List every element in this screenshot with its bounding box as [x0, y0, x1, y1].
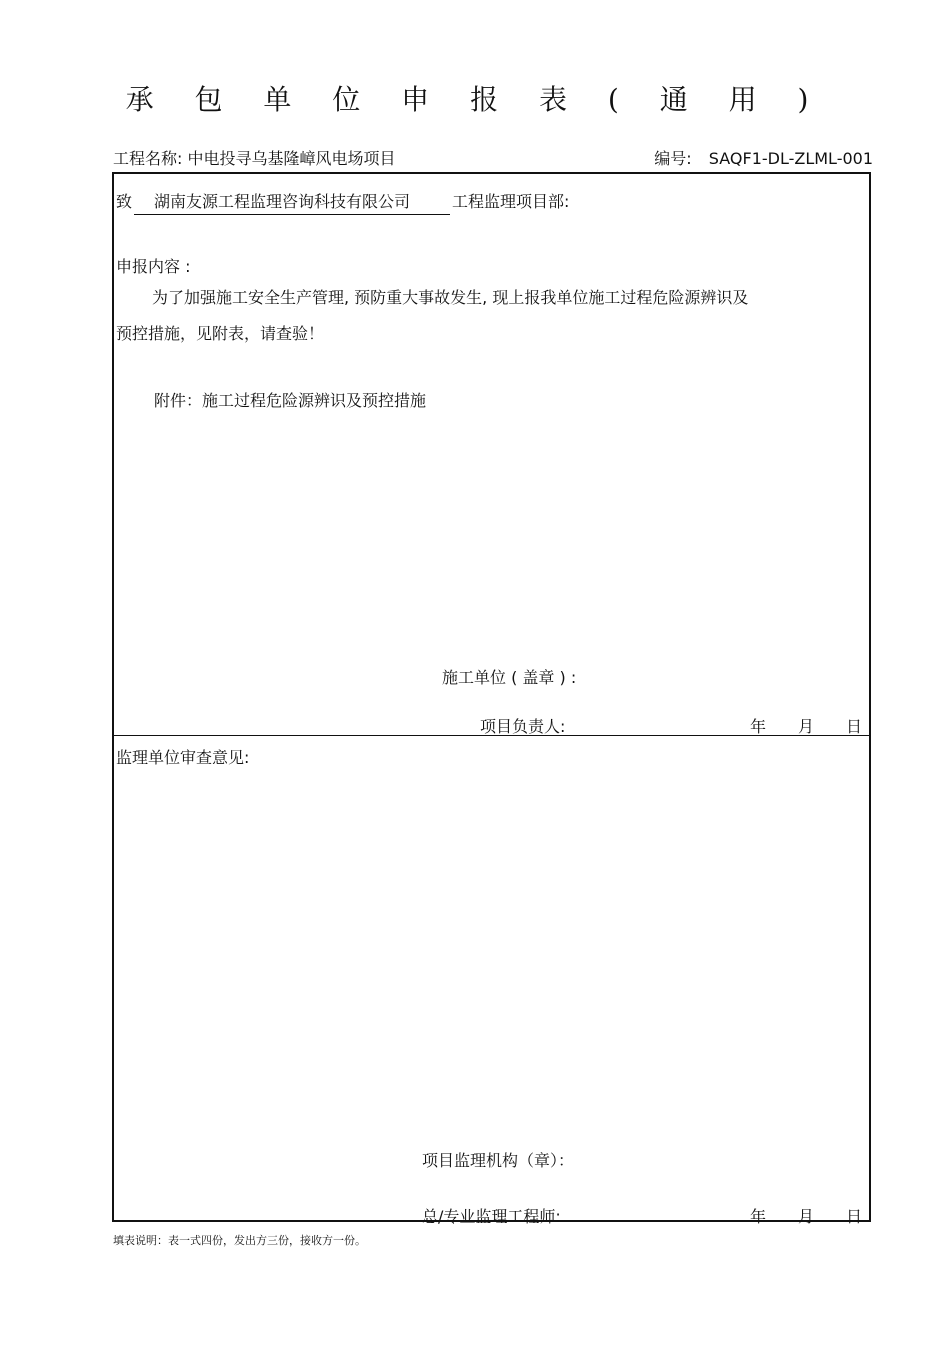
review-date-day: 日 — [846, 1207, 863, 1226]
addressee-line — [116, 189, 569, 215]
form-title: 承 包 单 位 申 报 表 ( 通 用 ) — [125, 83, 825, 116]
fill-instructions: 填表说明：表一式四份，发出方三份，接收方一份。 — [113, 1234, 366, 1247]
section-divider — [114, 735, 869, 736]
date-year: 年 — [750, 717, 767, 736]
date-month: 月 — [798, 717, 815, 736]
form-table — [112, 172, 871, 1226]
form-code-label: 编号: — [654, 149, 692, 168]
review-date-year: 年 — [750, 1207, 767, 1226]
review-date-month: 月 — [798, 1207, 815, 1226]
content-body-line-2: 预控措施，见附表，请查验！ — [116, 324, 325, 343]
attachment-line: 附件：施工过程危险源辨识及预控措施 — [154, 391, 427, 410]
date-day: 日 — [846, 717, 863, 736]
form-code-value: SAQF1-DL-ZLML-001 — [708, 149, 873, 168]
contractor-seal-label: 施工单位 ( 盖章 ) : — [442, 668, 577, 687]
content-body-line-1: 为了加强施工安全生产管理, 预防重大事故发生, 现上报我单位施工过程危险源辨识及 — [152, 288, 749, 307]
content-label: 申报内容 : — [116, 257, 191, 276]
addressee-prefix: 致 — [116, 192, 133, 211]
project-manager-label: 项目负责人: — [480, 717, 566, 736]
supervising-engineer-label: 总/专业监理工程师: — [422, 1207, 561, 1226]
addressee-suffix: 工程监理项目部: — [452, 192, 570, 211]
addressee-recipient: 湖南友源工程监理咨询科技有限公司 — [134, 189, 450, 215]
review-opinion-label: 监理单位审查意见: — [116, 748, 250, 767]
supervision-agency-seal-label: 项目监理机构（章）： — [422, 1151, 575, 1170]
project-name: 工程名称: 中电投寻乌基隆嶂风电场项目 — [113, 149, 396, 168]
form-code — [654, 146, 873, 169]
